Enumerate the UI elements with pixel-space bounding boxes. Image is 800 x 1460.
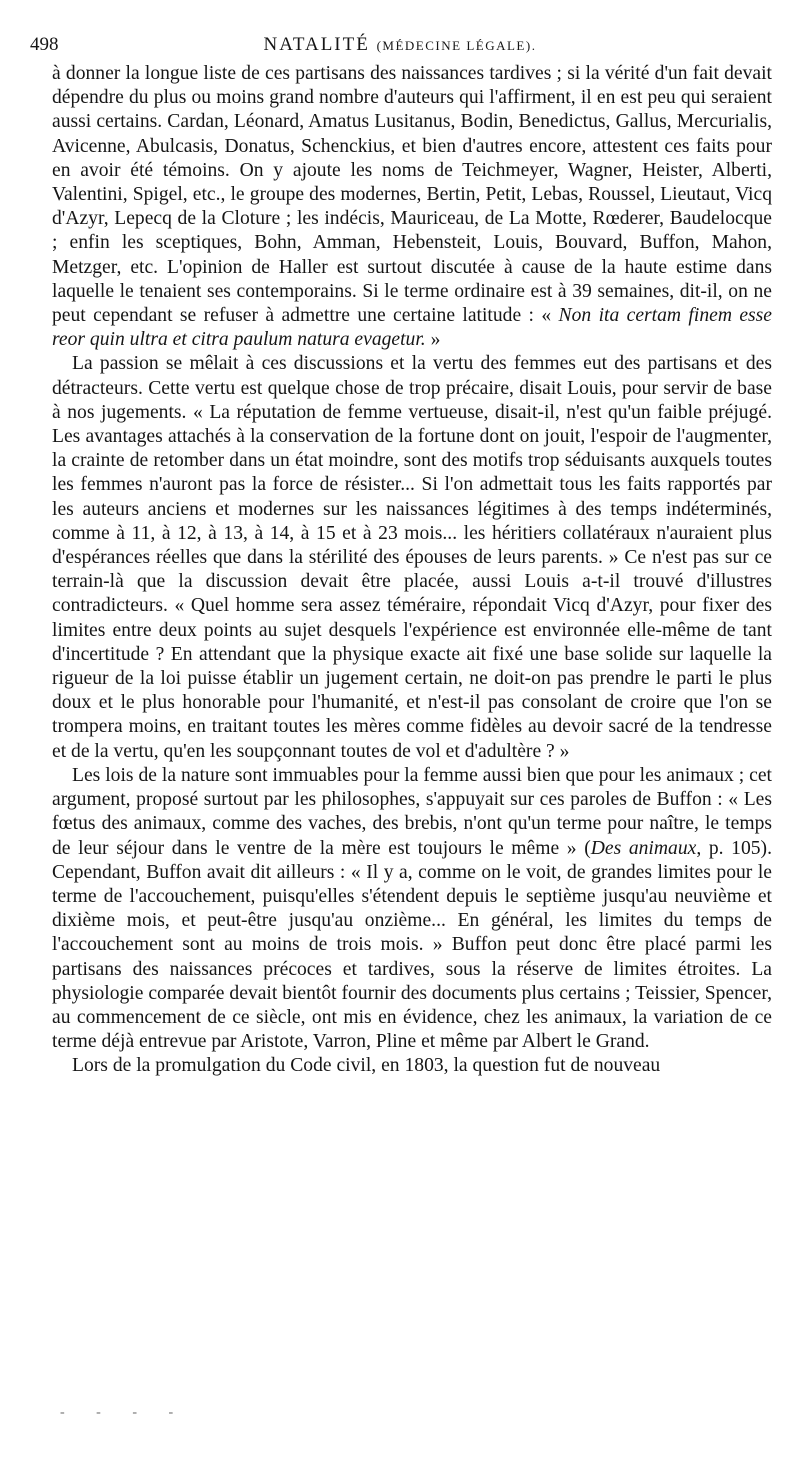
body-text [52,62,772,1079]
paragraph-4: Lors de la promulgation du Code civil, en 1803, la question fut de nouveau [72,1055,661,1077]
paragraph-2: La passion se mêlait à ces discussions et la vertu des femmes eut des partisans et des détracteurs. Cette vertu est quelque chose de trop précaire, disait Louis, pour servir de base à nos jugements. « La réputation de femme vertueuse, disait-il, n'est qu'un faible préjugé. Les avantages attachés à la conservation de la fortune dont on jouit, l'espoir de l'augmenter, la crainte de retomber dans un état moindre, sont des motifs trop séduisants auxquels toutes les femmes n'auront pas la force de résister... Si l'on admettait tous les faits rapportés par les auteurs anciens et modernes sur les naissances légitimes à des temps indéterminés, comme à 11, à 12, à 13, à 14, à 15 et à 23 mois... les héritiers collatéraux n'auraient plus d'espérances réelles que dans la stérilité des épouses de leurs parents. » Ce n'est pas sur ce terrain-là que la discussion devait être placée, aussi Louis a-t-il trouvé d'illustres contradicteurs. « Quel homme sera assez téméraire, répondait Vicq d'Azyr, pour fixer des limites entre deux points au sujet desquels l'expérience est environnée elle-même de tant d'incertitude ? En attendant que la physique exacte ait fixé une base solide sur laquelle la rigueur de la loi puisse établir un jugement certain, ne doit-on pas prendre le parti le plus doux et le plus honorable pour l'humanité, et n'est-il pas consolant de croire que l'on se trompera moins, en traitant toutes les mères comme fidèles au devoir sacré de la tendresse et de la vertu, qu'en les soupçonnant toutes de vol et d'adultère ? » [52,353,772,762]
latin-quote: Non ita certam finem esse reor quin ultra et citra paulum natura evagetur. [52,305,772,351]
paragraph-1-text: à donner la longue liste de ces partisans des naissances tardives ; si la vérité d'un fait devait dépendre du plus ou moins grand nombre d'auteurs qui l'affirment, il en est peu qui seraient aussi certains. Cardan, Léonard, Amatus Lusitanus, Bodin, Benedictus, Gallus, Mercurialis, Avicenne, Abulcasis, Donatus, Schenckius, et bien d'autres encore, attestent ces faits pour en avoir été témoins. On y ajoute les noms de Teichmeyer, Wagner, Heister, Alberti, Valentini, Spigel, etc., le groupe des modernes, Bertin, Petit, Lebas, Roussel, Lieutaut, Vicq d'Azyr, Lepecq de la Cloture ; les indécis, Mauriceau, de La Motte, Rœderer, Baudelocque ; enfin les sceptiques, Bohn, Amman, Hebensteit, Louis, Bouvard, Buffon, Mahon, Metzger, etc. L'opinion de Haller est surtout discutée à cause de la haute estime dans laquelle le tenaient ses contemporains. Si le terme ordinaire est à 39 semaines, dit-il, on ne peut cependant se refuser à admettre une certaine latitude : « [52,63,772,327]
page-number: 498 [30,34,59,55]
paragraph-1 [52,62,772,352]
running-header [30,30,770,60]
paragraph-1-end: » [425,329,441,351]
running-title [30,30,770,61]
citation-title: Des animaux [590,837,697,859]
paragraph-3-part-b: , p. 105). Cependant, Buffon avait dit ailleurs : « Il y a, comme on le voit, de grandes limites pour le terme de l'accouchement, puisqu'elles s'étendent depuis le septième jusqu'au neuvième et dixième mois, et peut-être jusqu'au onzième... En général, les limites du temps de l'accouchement sont au moins de trois mois. » Buffon peut donc être placé parmi les partisans des naissances précoces et tardives, sous la réserve de limites étroites. La physiologie comparée devait bientôt fournir des documents plus certains ; Teissier, Spencer, au commencement de ce siècle, ont mis en évidence, chez les animaux, la variation de ce terme déjà entrevue par Aristote, Varron, Pline et même par Albert le Grand. [52,837,772,1053]
header-subtitle: (MÉDECINE LÉGALE). [376,38,537,53]
paragraph-3-part-a: Les lois de la nature sont immuables pour la femme aussi bien que pour les animaux ; cet argument, proposé surtout par les philosophes, s'appuyait sur ces paroles de Buffon : « Les fœtus des animaux, comme des vaches, des brebis, n'ont qu'un terme pour naître, le temps de leur séjour dans le ventre de la mère est toujours le même » ( [52,764,772,859]
header-title: NATALITÉ [263,34,370,55]
paragraph-3 [52,764,772,1054]
footer-marks: - - - - [60,1405,188,1420]
